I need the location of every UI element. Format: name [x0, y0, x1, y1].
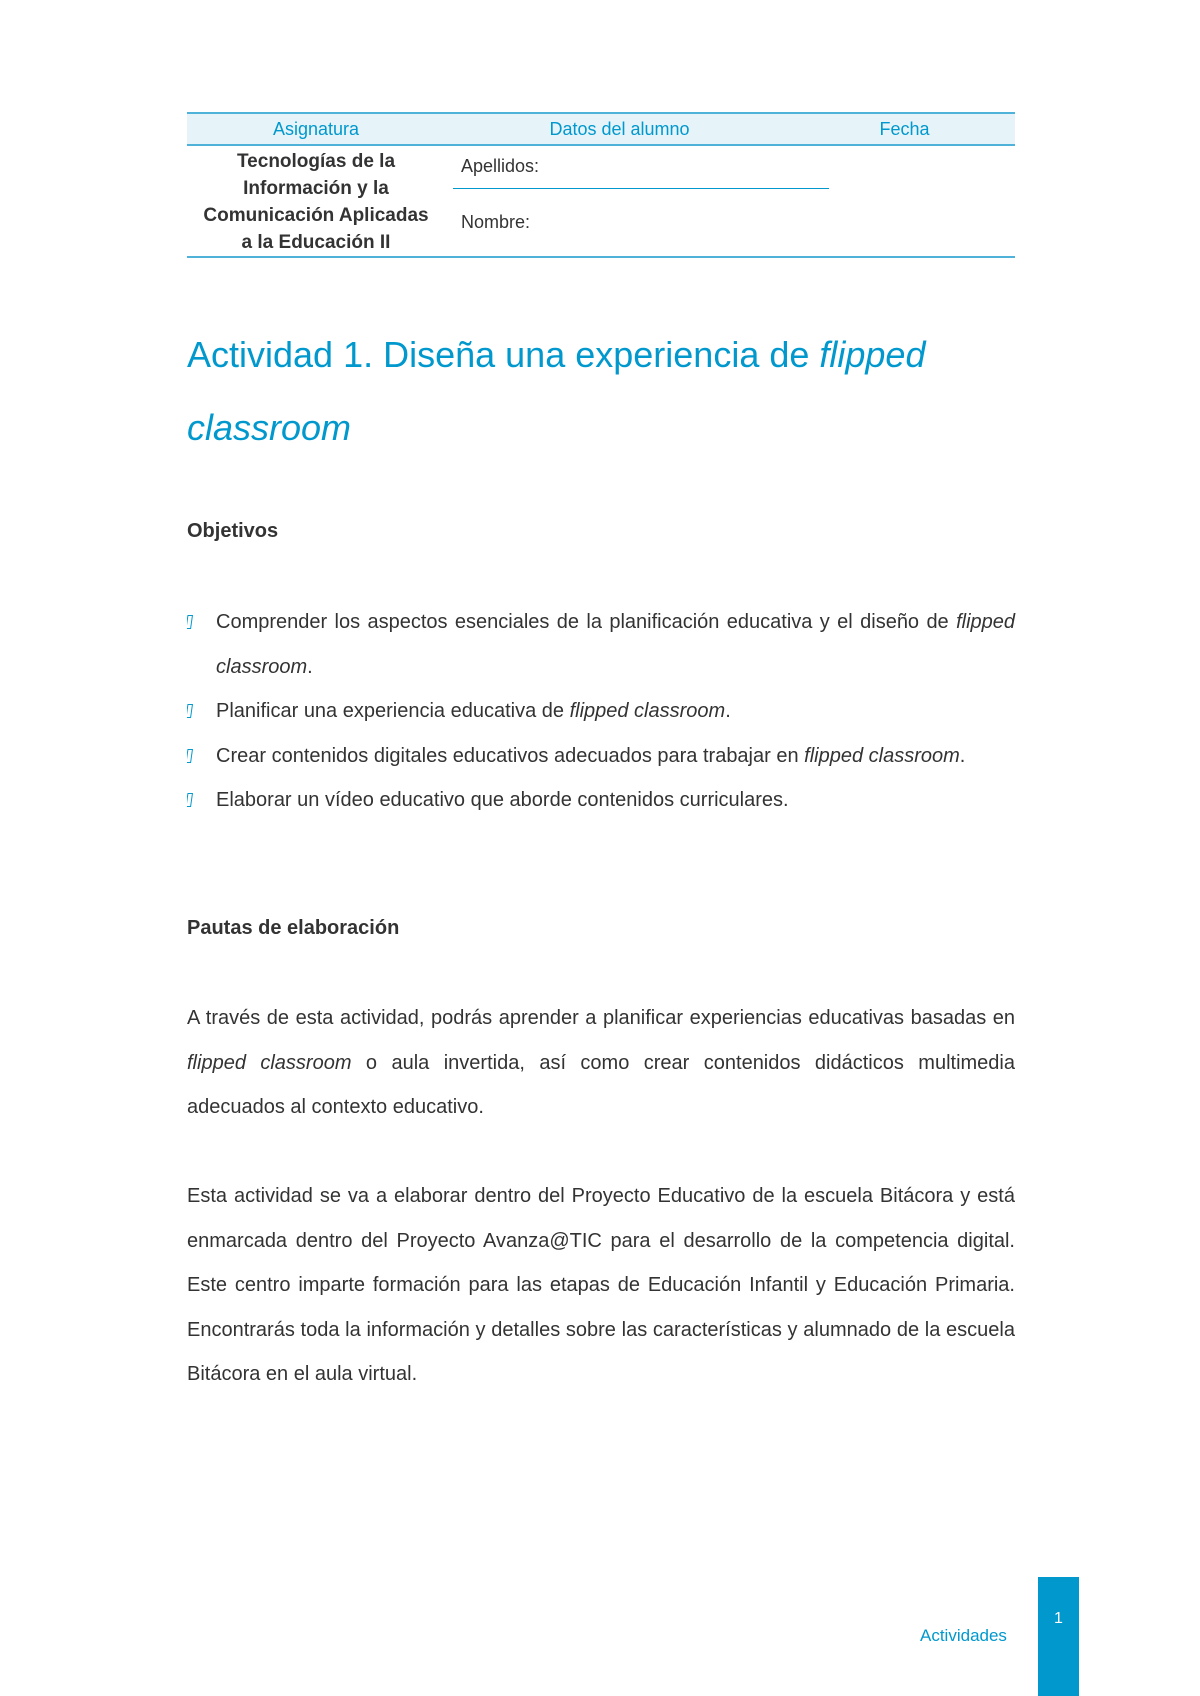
subject-line: Información y la	[243, 178, 389, 199]
objectives-list	[187, 600, 1015, 823]
col-subject-label: Asignatura	[272, 118, 360, 139]
page-number: 1	[1054, 1610, 1063, 1627]
objective-suffix: .	[307, 655, 313, 678]
objective-italic: flipped classroom	[569, 700, 726, 722]
guidelines-paragraph-1	[187, 996, 1015, 1130]
guidelines-paragraph-2: Esta actividad se va a elaborar dentro del Proyecto Educativo de la escuela Bitácora y está enmarcada dentro del Proyecto Avanza@TIC para el desarrollo de la competencia digital. Este centro imparte formación para las etapas de Educación Infantil y Educación Primaria. Encontrarás toda la información y detalles sobre las características y alumnado de la escuela Bitácora en el aula virtual.	[187, 1185, 1015, 1385]
title-italic-flipped: flipped	[819, 334, 926, 375]
objective-italic: flipped classroom	[804, 744, 960, 767]
title-prefix: Actividad 1. Diseña una experiencia de	[187, 334, 820, 375]
name-label: Nombre:	[461, 212, 531, 232]
guidelines-heading: Pautas de elaboración	[187, 917, 400, 939]
p1-after: o aula invertida, así como crear contenidos didácticos multimedia adecuados al contexto educativo.	[187, 1051, 1015, 1118]
header-labels-row	[187, 114, 1015, 146]
subject-line: Comunicación Aplicadas	[203, 205, 429, 226]
header-table	[187, 112, 1015, 258]
objective-text: Comprender los aspectos esenciales de la planificación educativa y el diseño de	[216, 611, 957, 633]
surname-label: Apellidos:	[461, 156, 540, 176]
p1-before: A través de esta actividad, podrás aprender a planificar experiencias educativas basadas en	[187, 1007, 1015, 1029]
col-date-label: Fecha	[879, 118, 930, 139]
list-item	[187, 600, 1015, 689]
objective-italic: flipped classroom	[216, 611, 1015, 678]
bullet-icon	[187, 793, 194, 807]
objective-suffix: .	[725, 700, 731, 722]
activity-title	[187, 318, 1027, 464]
bullet-icon	[187, 615, 194, 629]
student-data-cell	[445, 146, 829, 256]
page-number-tab	[1038, 1577, 1079, 1696]
bullet-icon	[187, 749, 194, 763]
footer-section-label: Actividades	[920, 1626, 1007, 1645]
col-student-label: Datos del alumno	[549, 118, 690, 139]
header-body-row	[187, 146, 1015, 258]
objective-text: Elaborar un vídeo educativo que aborde contenidos curriculares.	[216, 789, 789, 811]
surname-underline	[453, 188, 829, 189]
subject-line: Tecnologías de la	[236, 151, 396, 172]
title-italic-classroom: classroom	[187, 407, 352, 448]
list-item	[187, 778, 1015, 823]
objective-text: Planificar una experiencia educativa de	[216, 700, 570, 722]
objective-text: Crear contenidos digitales educativos adecuados para trabajar en	[216, 744, 805, 767]
objectives-heading: Objetivos	[187, 520, 279, 542]
bullet-icon	[187, 704, 194, 718]
subject-line: a la Educación II	[241, 232, 391, 253]
objective-suffix: .	[959, 744, 966, 767]
p1-italic: flipped classroom	[187, 1051, 352, 1074]
list-item	[187, 689, 1015, 734]
list-item	[187, 734, 1015, 779]
subject-name	[187, 146, 445, 256]
